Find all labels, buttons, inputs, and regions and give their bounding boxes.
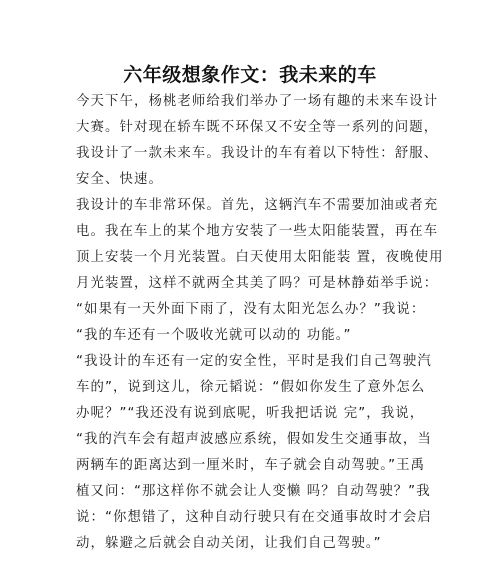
text-line: 今天下午，杨桃老师给我们举办了一场有趣的未来车设计	[76, 94, 439, 109]
text-line: “我的车还有一个吸收光就可以动的 功能。”	[76, 328, 352, 343]
text-line: 办呢？”“我还没有说到底呢，听我把话说 完”，我说，	[76, 406, 425, 421]
text-line: 动，躲避之后就会自动关闭，让我们自己驾驶。”	[76, 536, 382, 551]
text-line: 我设计的车非常环保。首先，这辆汽车不需要加油或者充	[76, 198, 439, 213]
text-line: “我的汽车会有超声波感应系统，假如发生交通事故，当	[76, 432, 432, 447]
text-line: 植又问：“那这样你不就会让人变懒 吗？自动驾驶？”我	[76, 484, 431, 499]
text-line: “我设计的车还有一定的安全性，平时是我们自己驾驶汽	[76, 354, 432, 369]
text-line: 大赛。针对现在轿车既不环保又不安全等一系列的问题，	[76, 120, 439, 135]
bottom-fade	[0, 556, 500, 566]
text-line: 月光装置，这样不就两全其美了吗？可是林静茹举手说：	[76, 276, 439, 291]
text-line: 安全、快速。	[76, 172, 163, 187]
text-line: 两辆车的距离达到一厘米时，车子就会自动驾驶。”王禹	[76, 458, 426, 473]
text-line: “如果有一天外面下雨了，没有太阳光怎么办？”我说：	[76, 302, 426, 317]
text-line: 车的”，说到这儿，徐元韬说：“假如你发生了意外怎么	[76, 380, 426, 395]
text-line: 电。我在车上的某个地方安装了一些太阳能装置，再在车	[76, 224, 439, 239]
text-line: 顶上安装一个月光装置。白天使用太阳能装 置，夜晚使用	[76, 250, 444, 265]
text-line: 说：“你想错了，这种自动行驶只有在交通事故时才会启	[76, 510, 432, 525]
text-line: 我设计了一款未来车。我设计的车有着以下特性：舒服、	[76, 146, 439, 161]
essay-title: 六年级想象作文：我未来的车	[123, 64, 377, 86]
